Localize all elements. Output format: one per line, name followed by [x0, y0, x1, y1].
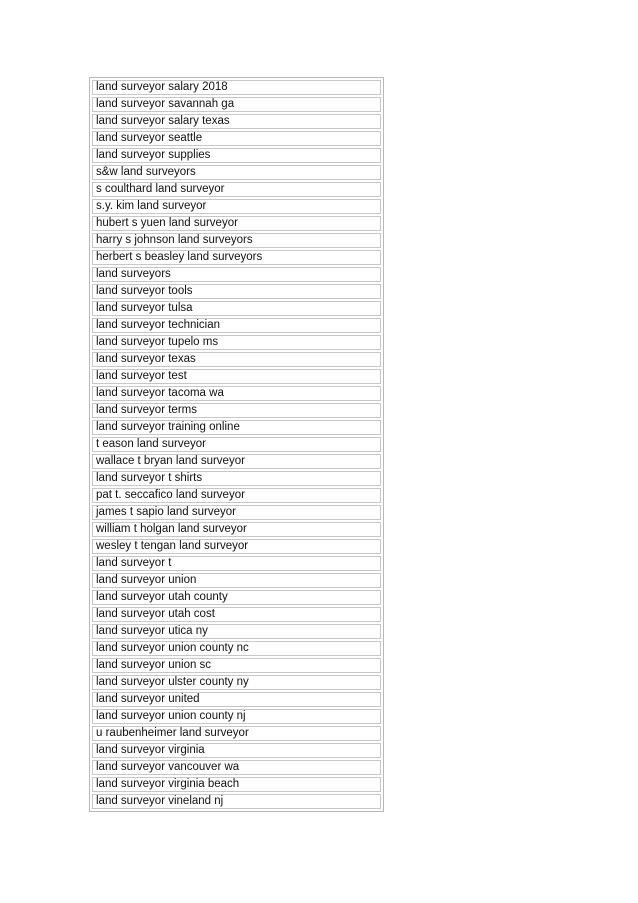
table-row: land surveyor utica ny [92, 624, 381, 639]
table-row: james t sapio land surveyor [92, 505, 381, 520]
table-row: william t holgan land surveyor [92, 522, 381, 537]
table-row: land surveyor union county nj [92, 709, 381, 724]
table-row: land surveyor seattle [92, 131, 381, 146]
table-row: land surveyor vancouver wa [92, 760, 381, 775]
table-row: land surveyor tacoma wa [92, 386, 381, 401]
table-row: land surveyor tools [92, 284, 381, 299]
keyword-table [89, 77, 384, 812]
table-row: land surveyors [92, 267, 381, 282]
table-row: land surveyor training online [92, 420, 381, 435]
table-row: s.y. kim land surveyor [92, 199, 381, 214]
table-row: land surveyor tupelo ms [92, 335, 381, 350]
table-row: land surveyor virginia beach [92, 777, 381, 792]
table-row: land surveyor test [92, 369, 381, 384]
table-row: hubert s yuen land surveyor [92, 216, 381, 231]
table-row: land surveyor vineland nj [92, 794, 381, 809]
table-row: wallace t bryan land surveyor [92, 454, 381, 469]
table-row: land surveyor t [92, 556, 381, 571]
table-row: land surveyor virginia [92, 743, 381, 758]
table-row: pat t. seccafico land surveyor [92, 488, 381, 503]
table-row: land surveyor utah county [92, 590, 381, 605]
table-row: land surveyor united [92, 692, 381, 707]
table-row: land surveyor ulster county ny [92, 675, 381, 690]
table-row: s&w land surveyors [92, 165, 381, 180]
table-row: land surveyor salary texas [92, 114, 381, 129]
table-row: harry s johnson land surveyors [92, 233, 381, 248]
table-row: u raubenheimer land surveyor [92, 726, 381, 741]
table-row: land surveyor texas [92, 352, 381, 367]
table-row: land surveyor t shirts [92, 471, 381, 486]
table-row: land surveyor supplies [92, 148, 381, 163]
table-row: land surveyor union county nc [92, 641, 381, 656]
table-row: wesley t tengan land surveyor [92, 539, 381, 554]
table-row: land surveyor terms [92, 403, 381, 418]
table-row: t eason land surveyor [92, 437, 381, 452]
table-row: land surveyor tulsa [92, 301, 381, 316]
table-row: land surveyor savannah ga [92, 97, 381, 112]
table-row: land surveyor technician [92, 318, 381, 333]
table-row: land surveyor union sc [92, 658, 381, 673]
table-row: land surveyor union [92, 573, 381, 588]
table-row: land surveyor utah cost [92, 607, 381, 622]
table-row: s coulthard land surveyor [92, 182, 381, 197]
table-row: herbert s beasley land surveyors [92, 250, 381, 265]
table-row: land surveyor salary 2018 [92, 80, 381, 95]
